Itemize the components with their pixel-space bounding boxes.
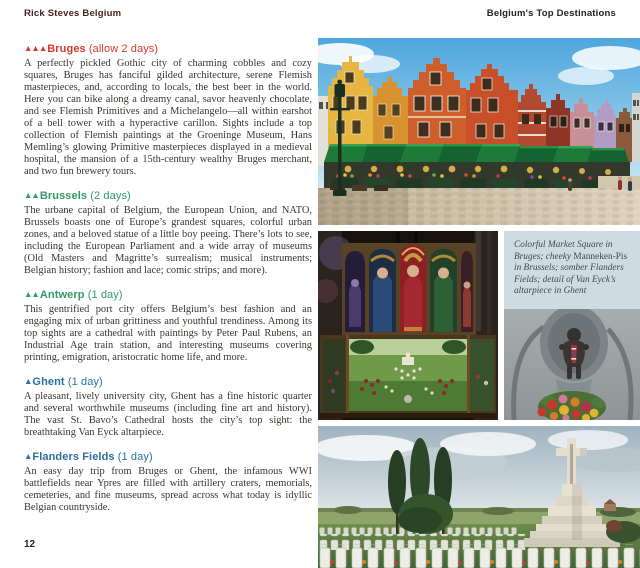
running-header-left: Rick Steves Belgium	[24, 8, 122, 19]
photo-manneken-pis	[504, 231, 640, 420]
section-bruges	[24, 42, 312, 178]
destinations-text-column	[24, 42, 312, 525]
section-body: This gentrified port city offers Belgium’s best fashion and an engaging mix of urban grittiness and youthful trendiness. Among its top sights are a cathedral with paintings by Peter Paul Rubens, an Industrial Age train station, and interesting museums covering printing, emigration, aristocratic home life, and more.	[24, 304, 312, 363]
rating-triangles-icon: ▲	[24, 376, 32, 386]
caption-text-italic: in Brussels; somber Flanders Fields; detail of Van Eyck’s altarpiece in Ghent	[514, 263, 624, 297]
section-flanders-fields	[24, 450, 312, 514]
caption-text-italic: Colorful Market Square in Bruges; cheeky	[514, 240, 613, 262]
destination-name: Ghent	[32, 376, 65, 388]
ghent-altarpiece-illustration	[318, 231, 498, 420]
section-body: A pleasant, lively university city, Ghent has a fine historic quarter and several worthwhile museums (including fine art and history). The vast St. Bavo’s Cathedral hosts the city’s top sight: the breathtaking Van Eyck altarpiece.	[24, 391, 312, 438]
photo-ghent-altarpiece	[318, 231, 498, 420]
section-body: An easy day trip from Bruges or Ghent, the infamous WWI battlefields near Ypres are filled with artillery craters, memorials, cemeteries, and fine museums, spread across what today is idyllic Belgian countryside.	[24, 466, 312, 513]
section-heading	[24, 375, 312, 389]
section-ghent	[24, 375, 312, 439]
running-header-right: Belgium's Top Destinations	[486, 8, 616, 19]
destination-name: Antwerp	[39, 289, 85, 301]
visit-duration: (allow 2 days)	[88, 43, 159, 55]
section-heading	[24, 42, 312, 56]
section-heading	[24, 288, 312, 302]
photo-caption	[504, 231, 640, 309]
visit-duration: (1 day)	[87, 289, 123, 301]
destination-name: Brussels	[39, 190, 88, 202]
section-heading	[24, 189, 312, 203]
photo-bruges-market-square	[318, 38, 640, 225]
rating-triangles-icon: ▲▲	[24, 190, 39, 200]
section-heading	[24, 450, 312, 464]
rating-triangles-icon: ▲▲▲	[24, 43, 47, 53]
visit-duration: (1 day)	[67, 376, 103, 388]
caption-text-roman: Manneken-Pis	[573, 251, 628, 262]
section-brussels	[24, 189, 312, 277]
section-antwerp	[24, 288, 312, 364]
rating-triangles-icon: ▲▲	[24, 289, 39, 299]
destination-name: Bruges	[47, 43, 86, 55]
section-body: The urbane capital of Belgium, the European Union, and NATO, Brussels boasts one of Europe’s grandest squares, colorful urban zones, and a beloved statue of a little boy peeing. There’s lots to see, including the European Parliament and a wide array of museums (Old Masters and Magritte’s surrealism; musical instruments; Belgian history; fashion and lace; comic strips; and more).	[24, 205, 312, 276]
manneken-pis-illustration	[504, 309, 640, 420]
visit-duration: (2 days)	[90, 190, 131, 202]
visit-duration: (1 day)	[117, 451, 153, 463]
destination-name: Flanders Fields	[32, 451, 115, 463]
rating-triangles-icon: ▲	[24, 451, 32, 461]
section-body: A perfectly pickled Gothic city of charming cobbles and cozy squares, Bruges has fanciful gilded architecture, serene Flemish masterpieces, and, according to locals, the best beer in the world. Here you can bike along a dreamy canal, savor heavenly chocolate, and see Flemish Primitives and a Michelangelo—all within earshot of a bell tower with a hyperactive carillon. Sights include a top collection of Flemish paintings at the Groeninge Museum, Hans Memling’s glowing Primitive masterpieces displayed in a medieval hospital, the mansion of a 15th-century wealthy Bruges merchant, and two fun brewery tours.	[24, 58, 312, 177]
photo-flanders-cemetery	[318, 426, 640, 568]
flanders-cemetery-illustration	[318, 426, 640, 568]
bruges-market-square-illustration	[318, 38, 640, 225]
page-number: 12	[24, 539, 36, 550]
